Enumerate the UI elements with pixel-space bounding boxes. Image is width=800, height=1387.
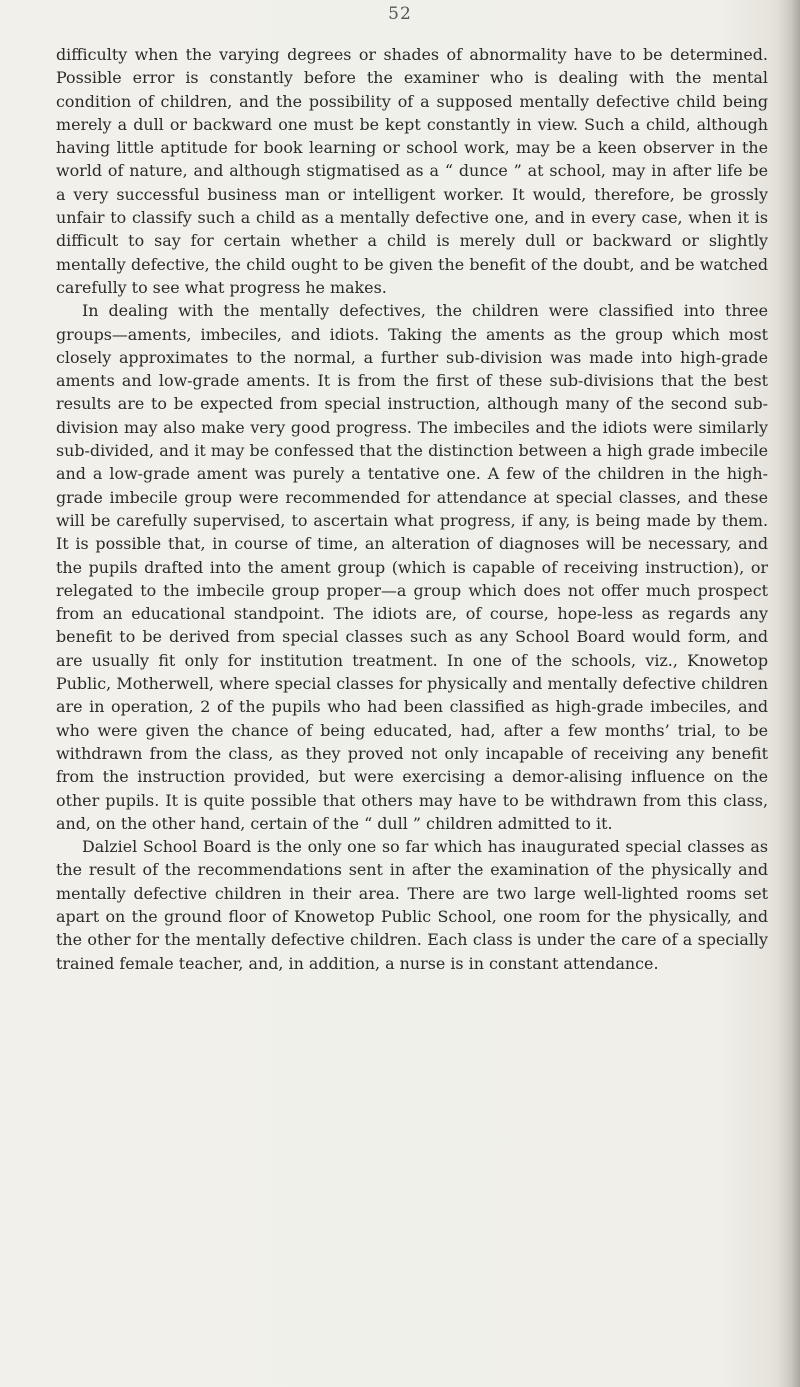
page-number: 52 (388, 4, 412, 24)
body-text (56, 43, 768, 975)
paragraph-1: difficulty when the varying degrees or shades of abnormality have to be determined. Possible error is constantly before the examiner who is dealing with the mental condition of children, and the possibility of a supposed mentally defective child being merely a dull or backward one must be kept constantly in view. Such a child, although having little aptitude for book learning or school work, may be a keen observer in the world of nature, and although stigmatised as a “ dunce ” at school, may in after life be a very successful business man or intelligent worker. It would, therefore, be grossly unfair to classify such a child as a mentally defective one, and in every case, when it is difficult to say for certain whether a child is merely dull or backward or slightly mentally defective, the child ought to be given the benefit of the doubt, and be watched carefully to see what progress he makes. (56, 45, 768, 297)
paragraph-3: Dalziel School Board is the only one so far which has inaugurated special classes as the result of the recommendations sent in after the examination of the physically and mentally defective children in their area. There are two large well-lighted rooms set apart on the ground floor of Knowetop Public School, one room for the physically, and the other for the mentally defective children. Each class is under the care of a specially trained female teacher, and, in addition, a nurse is in constant attendance. (56, 837, 768, 973)
page-edge-shadow (778, 0, 800, 1387)
paragraph-2: In dealing with the mentally defectives, the children were classified into three groups—aments, imbeciles, and idiots. Taking the aments as the group which most closely approximates to the normal, a further sub-division was made into high-grade aments and low-grade aments. It is from the first of these sub-divisions that the best results are to be expected from special instruction, although many of the second sub-division may also make very good progress. The imbeciles and the idiots were similarly sub-divided, and it may be confessed that the distinction between a high grade imbecile and a low-grade ament was purely a tentative one. A few of the children in the high-grade imbecile group were recommended for attendance at special classes, and these will be carefully supervised, to ascertain what progress, if any, is being made by them. It is possible that, in course of time, an alteration of diagnoses will be necessary, and the pupils drafted into the ament group (which is capable of receiving instruction), or relegated to the imbecile group proper—a group which does not offer much prospect from an educational standpoint. The idiots are, of course, hope-less as regards any benefit to be derived from special classes such as any School Board would form, and are usually fit only for institution treatment. In one of the schools, viz., Knowetop Public, Motherwell, where special classes for physically and mentally defective children are in operation, 2 of the pupils who had been classified as high-grade imbeciles, and who were given the chance of being educated, had, after a few months’ trial, to be withdrawn from the class, as they proved not only incapable of receiving any benefit from the instruction provided, but were exercising a demor-alising influence on the other pupils. It is quite possible that others may have to be withdrawn from this class, and, on the other hand, certain of the “ dull ” children admitted to it. (56, 301, 768, 833)
